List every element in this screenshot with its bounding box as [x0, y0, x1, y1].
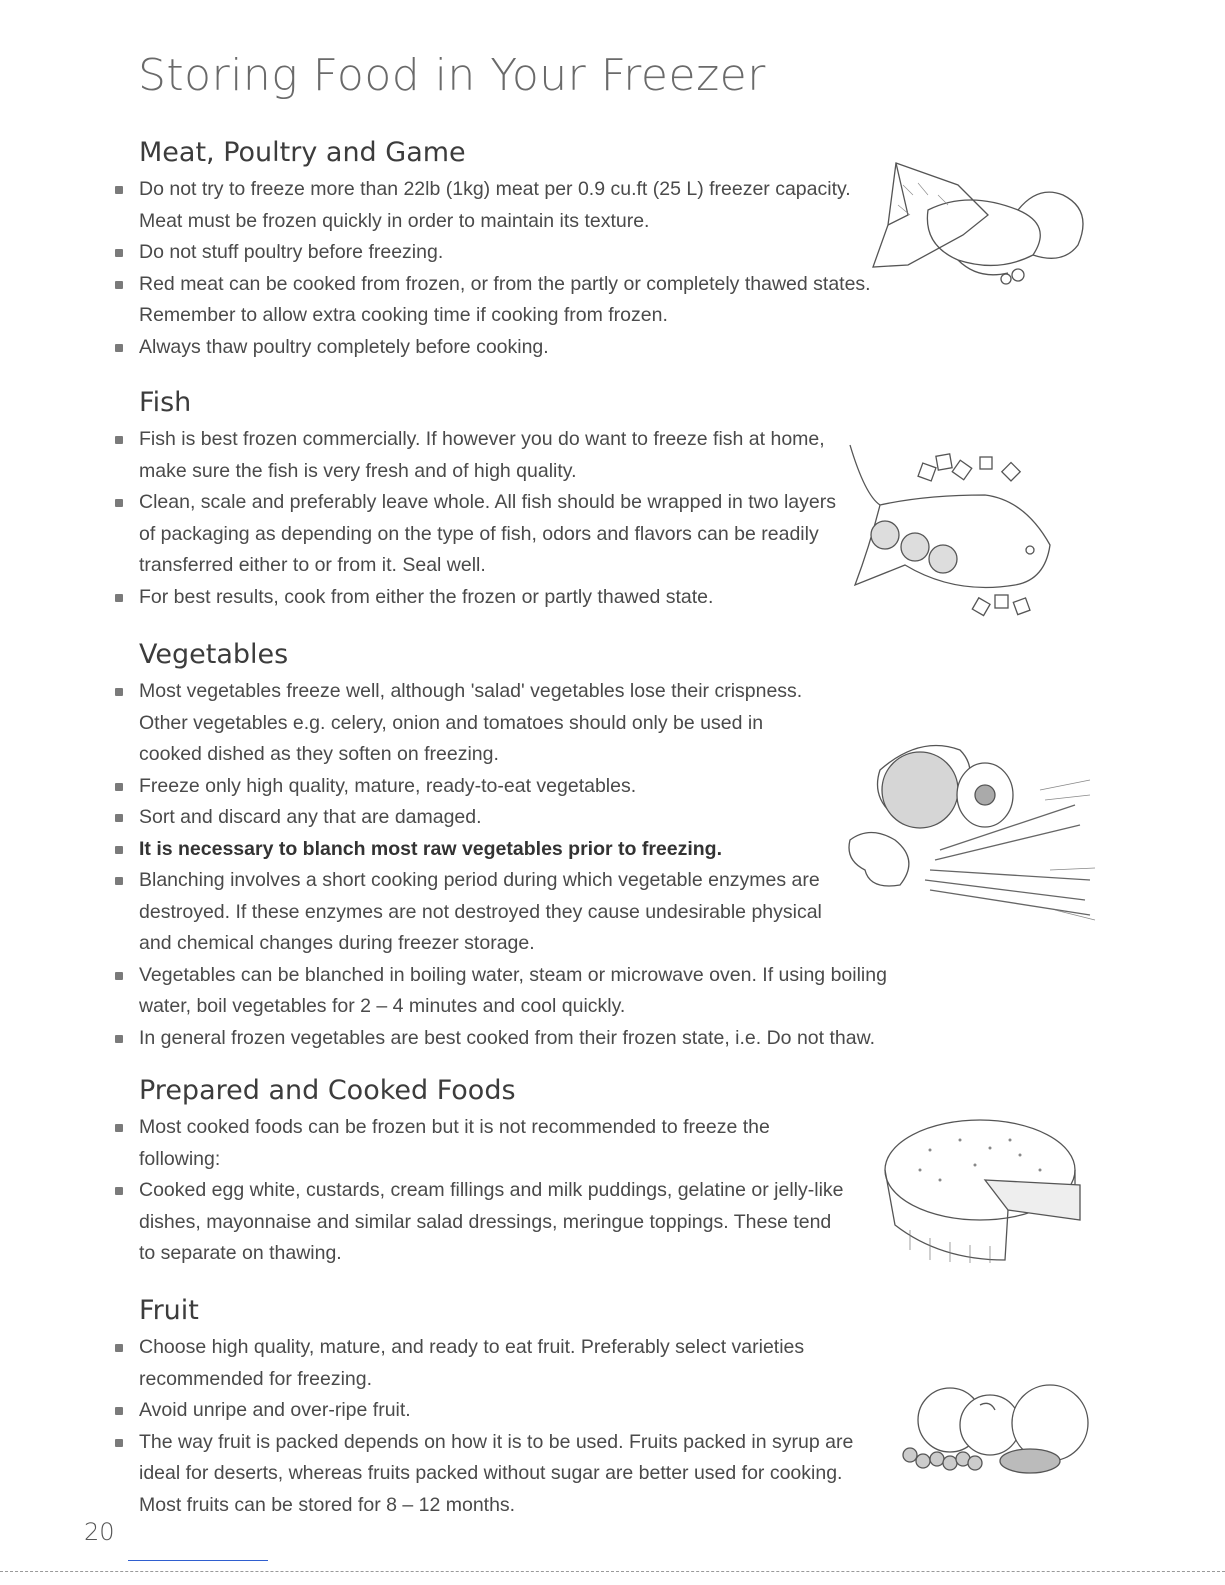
- list-item: It is necessary to blanch most raw vegetables prior to freezing.: [112, 834, 992, 866]
- bottom-divider: [0, 1571, 1225, 1573]
- list-item: Always thaw poultry completely before cooking.: [112, 332, 992, 364]
- list-item: Freeze only high quality, mature, ready-to-eat vegetables.: [112, 771, 992, 803]
- list-item: Fish is best frozen commercially. If however you do want to freeze fish at home, make sure the fish is very fresh and of high quality.: [112, 424, 839, 487]
- list-item: Sort and discard any that are damaged.: [112, 802, 992, 834]
- section-fruit: [112, 1294, 992, 1521]
- list-item: Most cooked foods can be frozen but it is not recommended to freeze the following:: [112, 1112, 839, 1175]
- section-heading: Meat, Poultry and Game: [139, 137, 466, 168]
- list-item: Do not try to freeze more than 22lb (1kg) meat per 0.9 cu.ft (25 L) freezer capacity. Meat must be frozen quickly in order to maintain its texture.: [112, 174, 879, 237]
- section-prepared: [112, 1074, 992, 1270]
- bullet-list: [112, 1112, 992, 1270]
- list-item: Choose high quality, mature, and ready to eat fruit. Preferably select varieties recommended for freezing.: [112, 1332, 829, 1395]
- poultry-meat-icon: [868, 155, 1093, 290]
- bullet-list: [112, 174, 992, 363]
- section-heading: Prepared and Cooked Foods: [139, 1075, 516, 1106]
- page-number: 20: [84, 1518, 115, 1546]
- page-title: Storing Food in Your Freezer: [138, 50, 766, 101]
- section-heading: Fish: [139, 387, 192, 418]
- fish-icon: [845, 435, 1060, 625]
- fruit-icon: [895, 1375, 1095, 1485]
- bullet-list: [112, 1332, 992, 1521]
- pie-icon: [880, 1110, 1095, 1270]
- vegetables-icon: [840, 730, 1100, 930]
- list-item: Most vegetables freeze well, although 'salad' vegetables lose their crispness. Other vegetables e.g. celery, onion and tomatoes should only be used in cooked dished as they soften on freezing.: [112, 676, 819, 771]
- section-heading: Vegetables: [139, 639, 289, 670]
- list-item: Avoid unripe and over-ripe fruit.: [112, 1395, 992, 1427]
- footer-link-line: [128, 1560, 268, 1561]
- list-item: The way fruit is packed depends on how it is to be used. Fruits packed in syrup are ideal for deserts, whereas fruits packed without sugar are better used for cooking. Most fruits can be stored for 8 – 12 months.: [112, 1427, 889, 1522]
- section-heading: Fruit: [139, 1295, 199, 1326]
- list-item: Red meat can be cooked from frozen, or from the partly or completely thawed states. Remember to allow extra cooking time if cooking from frozen.: [112, 269, 939, 332]
- list-item: For best results, cook from either the frozen or partly thawed state.: [112, 582, 992, 614]
- list-item: Do not stuff poultry before freezing.: [112, 237, 992, 269]
- list-item: Cooked egg white, custards, cream fillings and milk puddings, gelatine or jelly-like dishes, mayonnaise and similar salad dressings, meringue toppings. These tend to separate on thawing.: [112, 1175, 849, 1270]
- section-meat: [112, 136, 992, 363]
- list-item: Vegetables can be blanched in boiling water, steam or microwave oven. If using boiling water, boil vegetables for 2 – 4 minutes and cool quickly.: [112, 960, 939, 1023]
- list-item: Clean, scale and preferably leave whole. All fish should be wrapped in two layers of packaging as depending on the type of fish, odors and flavors can be readily transferred either to or from it. Seal well.: [112, 487, 839, 582]
- list-item: Blanching involves a short cooking period during which vegetable enzymes are destroyed. If these enzymes are not destroyed they cause undesirable physical and chemical changes during freezer storage.: [112, 865, 839, 960]
- list-item: In general frozen vegetables are best cooked from their frozen state, i.e. Do not thaw.: [112, 1023, 1019, 1055]
